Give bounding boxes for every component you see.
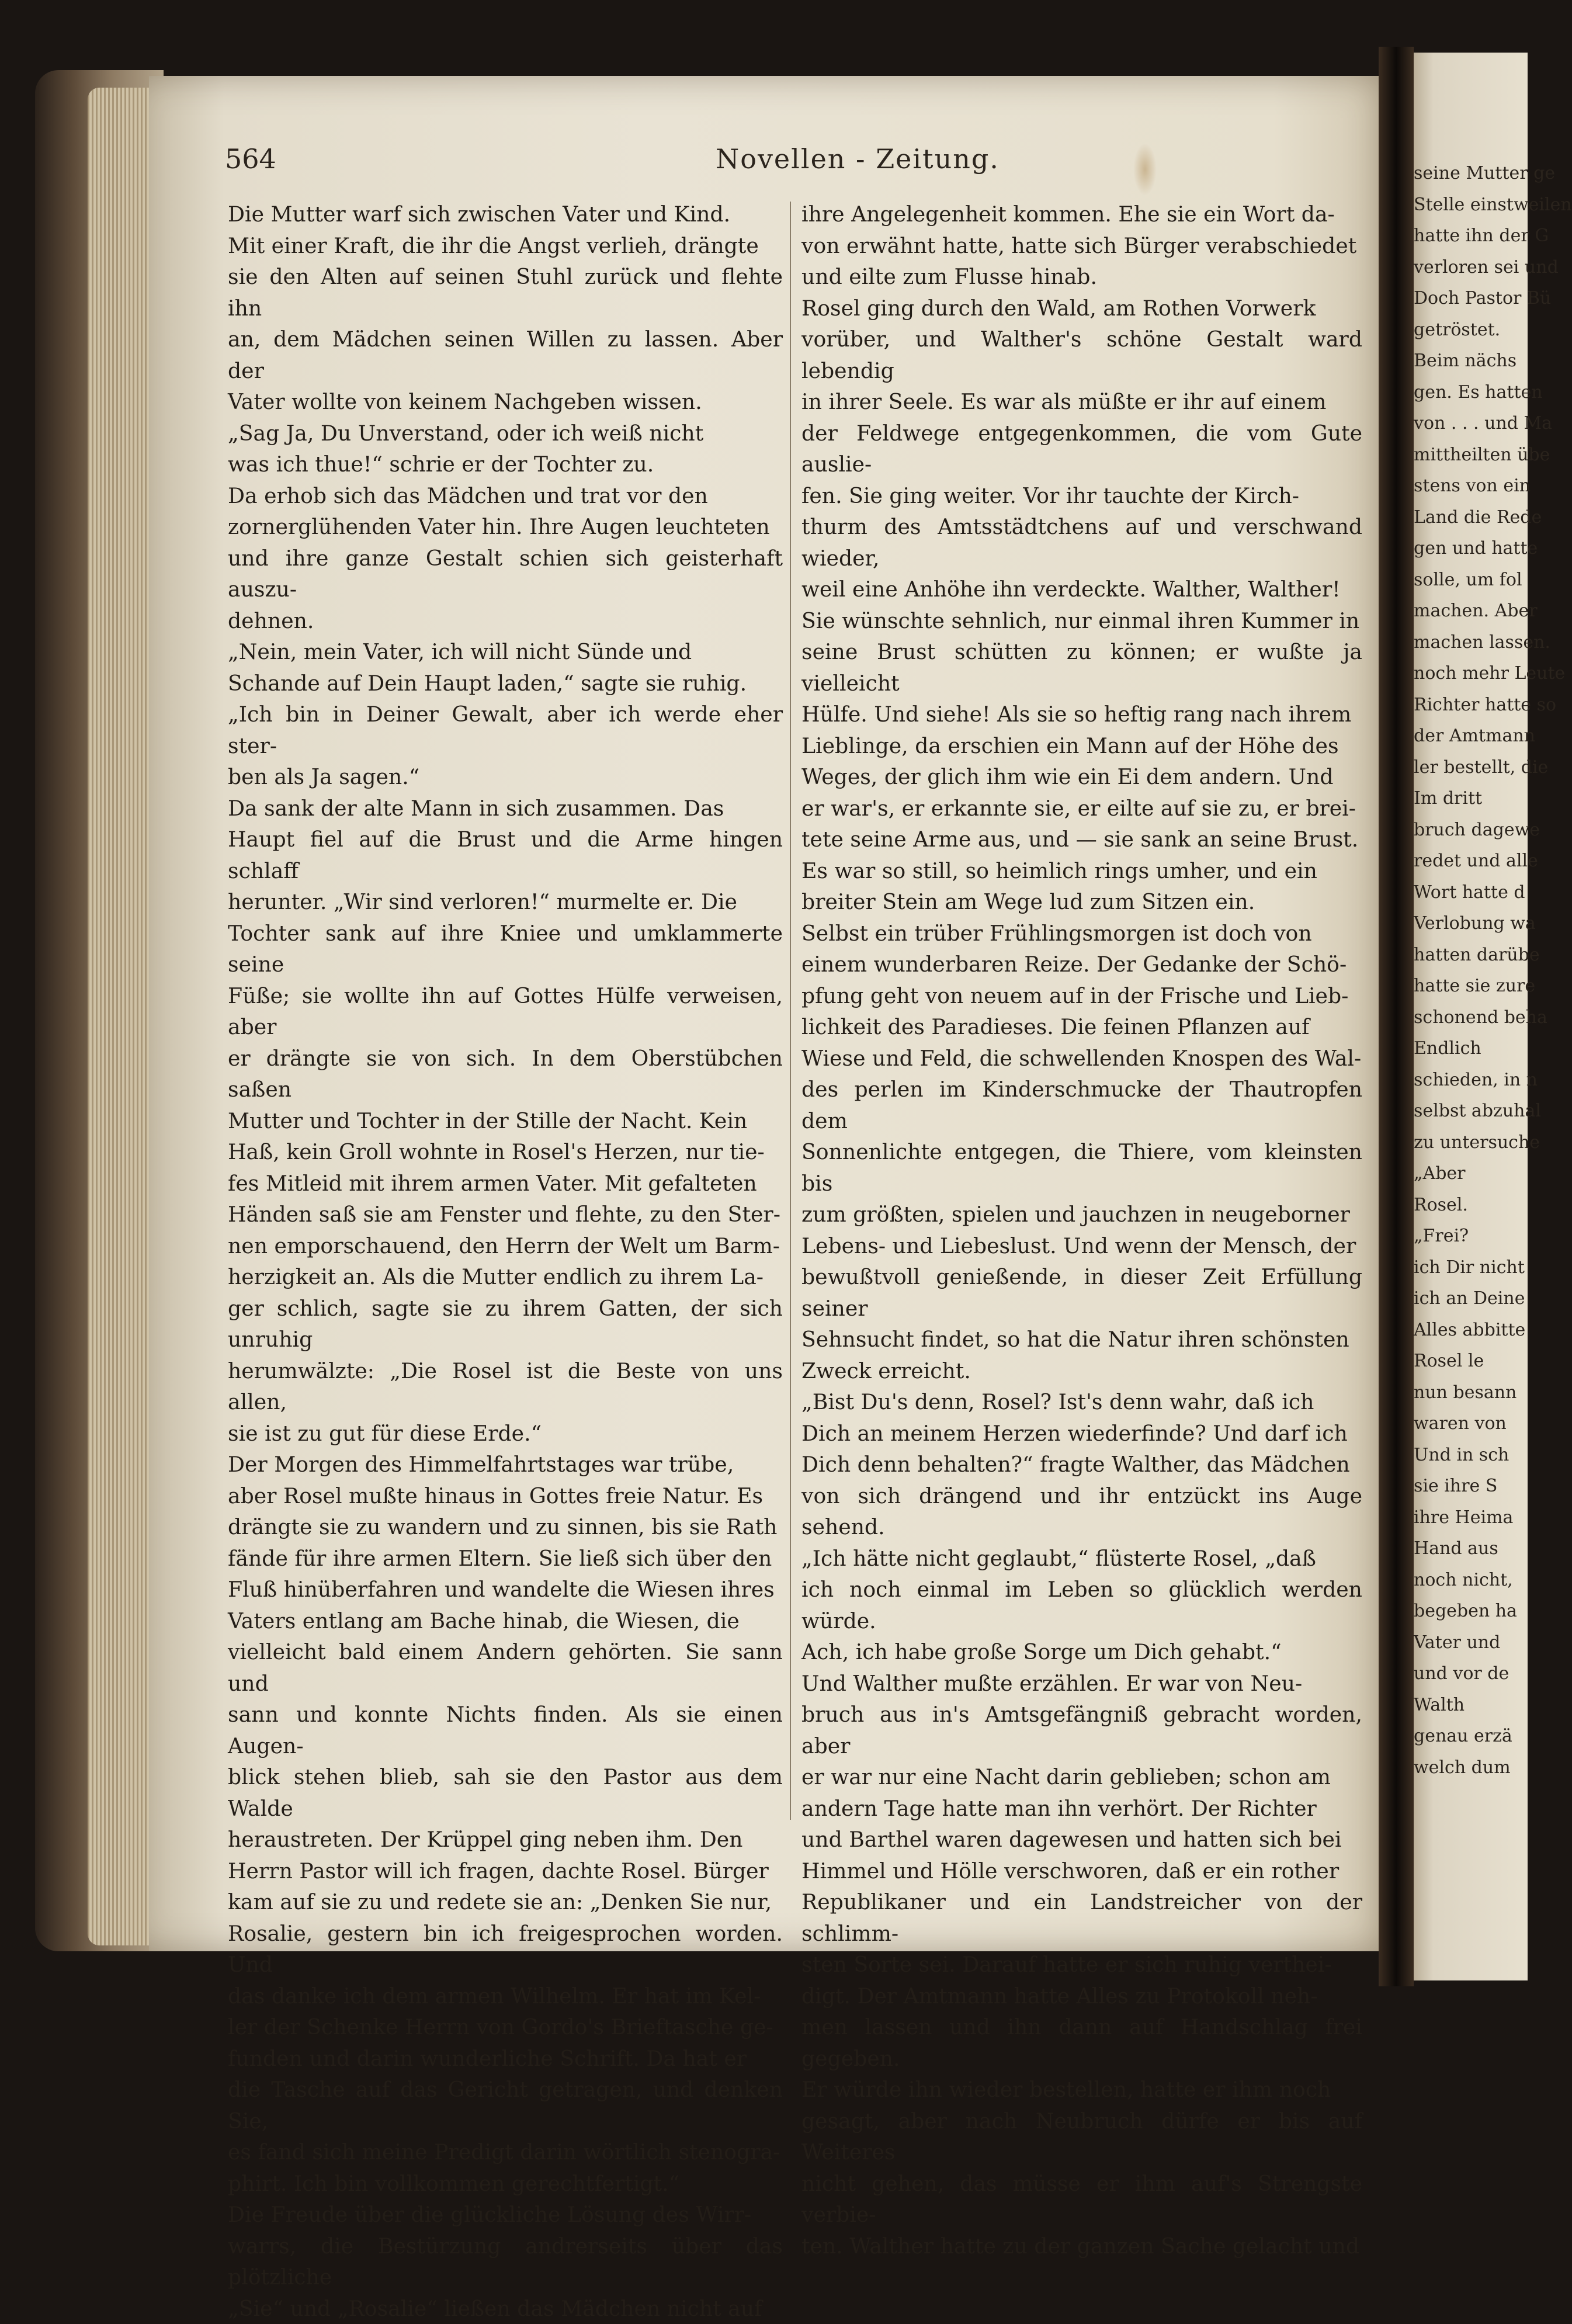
paper-stain: [1133, 143, 1157, 196]
facing-page-line: Beim nächs: [1414, 351, 1517, 371]
paragraph: Und Walther mußte erzählen. Er war von Neu- bruch aus in's Amtsgefängniß gebracht worden, aber er war nur eine Nacht darin geblieben; schon am andern Tage hatte man ihn verhört. Der Richter und Barthel waren dagewesen und hatten sich bei Himmel und Hölle verschworen, daß er ein rother Republikaner und ein Landstreicher von der schlimm- sten Sorte sei. Darauf hatte er sich ruhig verthei- digt. Der Amtmann hatte Alles zu Protokoll neh- men lassen und ihn dann auf Handschlag frei gegeben. Er würde ihn wieder bestellen, hatte er ihm noch gesagt, aber nach Neubruch dürfe er bis auf Weiteres nicht gehen, das müsse er ihm auf's Strengste verbie- ten. Walther hatte zu der ganzen Sache gelacht und: [801, 1670, 1362, 2259]
facing-page-line: ich Dir nicht: [1414, 1257, 1525, 1278]
facing-page-line: Verlobung wa: [1414, 913, 1536, 934]
facing-page-line: welch dum: [1414, 1757, 1511, 1778]
facing-page-line: redet und alle: [1414, 851, 1538, 871]
facing-page-line: noch mehr Leute: [1414, 663, 1566, 684]
facing-page-line: Stelle einstweilen: [1414, 194, 1572, 215]
facing-page-line: stens von ein: [1414, 476, 1531, 496]
facing-page-line: Land die Rede: [1414, 507, 1542, 528]
facing-page-line: Endlich: [1414, 1038, 1481, 1059]
facing-page-line: „Aber: [1414, 1163, 1466, 1184]
facing-page-line: waren von: [1414, 1413, 1507, 1434]
facing-page-line: schonend beha: [1414, 1007, 1547, 1028]
facing-page-line: ler bestellt, die: [1414, 757, 1549, 778]
paragraph: Der Morgen des Himmelfahrtstages war trübe, aber Rosel mußte hinaus in Gottes freie Natur. Es drängte sie zu wandern und zu sinnen, bis sie Rath fände für ihre armen Eltern. Sie ließ sich über den Fluß hinüberfahren und wandelte die Wiesen ihres Vaters entlang am Bache hinab, die Wiesen, die vielleicht bald einem Andern gehörten. Sie sann und sann und konnte Nichts finden. Als sie einen Augen- blick stehen blieb, sah sie den Pastor aus dem Walde heraustreten. Der Krüppel ging neben ihm. Den Herrn Pastor will ich fragen, dachte Rosel. Bürger kam auf sie zu und redete sie an: „Denken Sie nur, Rosalie, gestern bin ich freigesprochen worden. Und das danke ich dem armen Wilhelm. Er hat im Kel- ler der Schenke Herrn von Gordo's Brieftasche ge- funden und darin wunderliche Schrift. Da hat er die Tasche auf das Gericht getragen, und denken Sie, es fand sich meine Predigt darin wörtlich stenogra- phirt. Ich bin vollkommen gerechtfertigt.“: [228, 1452, 783, 2196]
facing-page-line: seine Mutter ge: [1414, 163, 1556, 183]
facing-page-line: solle, um fol: [1414, 569, 1522, 590]
facing-page-line: noch nicht,: [1414, 1569, 1513, 1590]
facing-page-line: schieden, in n: [1414, 1069, 1538, 1090]
facing-page-line: Im dritt: [1414, 788, 1483, 809]
facing-page-line: ihre Heima: [1414, 1507, 1514, 1528]
page-number: 564: [225, 143, 276, 175]
paragraph: Die Freude über die glückliche Lösung des Wirr- warrs, die Bestürzung andrerseits über das plötzliche „Sie“ und „Rosalie“ ließen das Mädchen nicht auf: [228, 2202, 783, 2321]
facing-page-line: machen. Aber: [1414, 601, 1538, 621]
paragraph: Selbst ein trüber Frühlingsmorgen ist doch von einem wunderbaren Reize. Der Gedanke der Schö- pfung geht von neuem auf in der Frische und Lieb- lichkeit des Paradieses. Die feinen Pflanzen auf Wiese und Feld, die schwellenden Knospen des Wal- des perlen im Kinderschmucke der Thautropfen dem Sonnenlichte entgegen, die Thiere, vom kleinsten bis zum größten, spielen und jauchzen in neugeborner Lebens- und Liebeslust. Und wenn der Mensch, der bewußtvoll genießende, in dieser Zeit Erfüllung seiner Sehnsucht findet, so hat die Natur ihren schönsten Zweck erreicht.: [801, 920, 1362, 1383]
facing-page-line: hatte sie zure: [1414, 976, 1536, 996]
facing-page-line: Rosel.: [1414, 1194, 1468, 1215]
facing-page-line: und vor de: [1414, 1663, 1509, 1684]
column-divider: [790, 202, 791, 1820]
paragraph: „Nein, mein Vater, ich will nicht Sünde und Schande auf Dein Haupt laden,“ sagte sie ruhig. „Ich bin in Deiner Gewalt, aber ich werde eher ster- ben als Ja sagen.“: [228, 639, 783, 789]
paragraph: ihre Angelegenheit kommen. Ehe sie ein Wort da- von erwähnt hatte, hatte sich Bürger verabschiedet und eilte zum Flusse hinab.: [801, 202, 1357, 289]
facing-page-line: Wort hatte d: [1414, 882, 1525, 903]
facing-page-line: der Amtmann: [1414, 726, 1535, 746]
facing-page-fragments: [1414, 158, 1572, 1783]
facing-page-line: gen und hatte: [1414, 538, 1538, 559]
facing-page-line: verloren sei und: [1414, 256, 1559, 278]
facing-page-line: begeben ha: [1414, 1601, 1517, 1621]
paragraph: Die Mutter warf sich zwischen Vater und Kind. Mit einer Kraft, die ihr die Angst verlieh, drängte sie den Alten auf seinen Stuhl zurück und flehte ihn an, dem Mädchen seinen Willen zu lassen. Aber der Vater wollte von keinem Nachgeben wissen.: [228, 202, 783, 414]
book-gutter: [1379, 47, 1414, 1986]
facing-page-line: Doch Pastor Bü: [1414, 288, 1552, 308]
facing-page-line: „Frei?: [1414, 1226, 1469, 1246]
facing-page-line: getröstet.: [1414, 319, 1501, 340]
facing-page-line: von . . . und Ma: [1414, 413, 1553, 433]
paragraph: „Ich hätte nicht geglaubt,“ flüsterte Rosel, „daß ich noch einmal im Leben so glücklich werden würde. Ach, ich habe große Sorge um Dich gehabt.“: [801, 1545, 1362, 1664]
facing-page-line: mittheilten übe: [1414, 444, 1550, 465]
right-column: [801, 199, 1362, 2261]
facing-page-line: machen lassen.: [1414, 632, 1550, 653]
facing-page-line: nun besann: [1414, 1382, 1517, 1403]
facing-page-line: sie ihre S: [1414, 1476, 1498, 1496]
paragraph: Da erhob sich das Mädchen und trat vor den zornerglühenden Vater hin. Ihre Augen leuchteten und ihre ganze Gestalt schien sich geisterhaft auszu- dehnen.: [228, 483, 783, 633]
facing-page-line: hatten darübe: [1414, 944, 1540, 965]
paragraph: „Sag Ja, Du Unverstand, oder ich weiß nicht was ich thue!“ schrie er der Tochter zu.: [228, 420, 704, 477]
facing-page-line: Richter hatte so: [1414, 694, 1557, 715]
journal-title: Novellen - Zeitung.: [716, 143, 1000, 175]
facing-page-line: ich an Deine: [1414, 1288, 1525, 1309]
facing-page-line: Hand aus: [1414, 1538, 1498, 1559]
facing-page-line: hatte ihn der G: [1414, 226, 1549, 246]
facing-page-line: Rosel le: [1414, 1351, 1484, 1371]
facing-page-line: zu untersuche: [1414, 1132, 1540, 1153]
running-head: [225, 143, 1000, 184]
left-column: [228, 199, 783, 2324]
paragraph: Da sank der alte Mann in sich zusammen. Das Haupt fiel auf die Brust und die Arme hingen schlaff herunter. „Wir sind verloren!“ murmelte er. Die Tochter sank auf ihre Kniee und umklammerte seine Füße; sie wollte ihn auf Gottes Hülfe verweisen, aber er drängte sie von sich. In dem Oberstübchen saßen Mutter und Tochter in der Stille der Nacht. Kein Haß, kein Groll wohnte in Rosel's Herzen, nur tie- fes Mitleid mit ihrem armen Vater. Mit gefalteten Händen saß sie am Fenster und flehte, zu den Ster- nen emporschauend, den Herrn der Welt um Barm- herzigkeit an. Als die Mutter endlich zu ihrem La- ger schlich, sagte sie zu ihrem Gatten, der sich unruhig herumwälzte: „Die Rosel ist die Beste von uns allen, sie ist zu gut für diese Erde.“: [228, 795, 783, 1446]
facing-page-line: Alles abbitte: [1414, 1319, 1526, 1340]
facing-page-line: Walth: [1414, 1694, 1465, 1715]
facing-page-line: gen. Es hatten: [1414, 381, 1543, 403]
facing-page-line: selbst abzuhal: [1414, 1101, 1541, 1121]
facing-page-line: Und in sch: [1414, 1444, 1509, 1465]
facing-page-line: bruch dagewe: [1414, 819, 1540, 840]
paragraph: Rosel ging durch den Wald, am Rothen Vorwerk vorüber, und Walther's schöne Gestalt ward lebendig in ihrer Seele. Es war als müßte er ihr auf einem der Feldwege entgegenkommen, die vom Gute auslie- fen. Sie ging weiter. Vor ihr tauchte der Kirch- thurm des Amtsstädtchens auf und verschwand wieder, weil eine Anhöhe ihn verdeckte. Walther, Walther! Sie wünschte sehnlich, nur einmal ihren Kummer in seine Brust schütten zu können; er wußte ja vielleicht Hülfe. Und siehe! Als sie so heftig rang nach ihrem Lieblinge, da erschien ein Mann auf der Höhe des Weges, der glich ihm wie ein Ei dem andern. Und er war's, er erkannte sie, er eilte auf sie zu, er brei- tete seine Arme aus, und — sie sank an seine Brust. Es war so still, so heimlich rings umher, und ein breiter Stein am Wege lud zum Sitzen ein.: [801, 295, 1362, 914]
facing-page-line: genau erzä: [1414, 1726, 1512, 1746]
facing-page-line: Vater und: [1414, 1632, 1501, 1653]
paragraph: „Bist Du's denn, Rosel? Ist's denn wahr, daß ich Dich an meinem Herzen wiederfinde? Und darf ich Dich denn behalten?“ fragte Walther, das Mädchen von sich drängend und ihr entzückt ins Auge sehend.: [801, 1389, 1362, 1539]
